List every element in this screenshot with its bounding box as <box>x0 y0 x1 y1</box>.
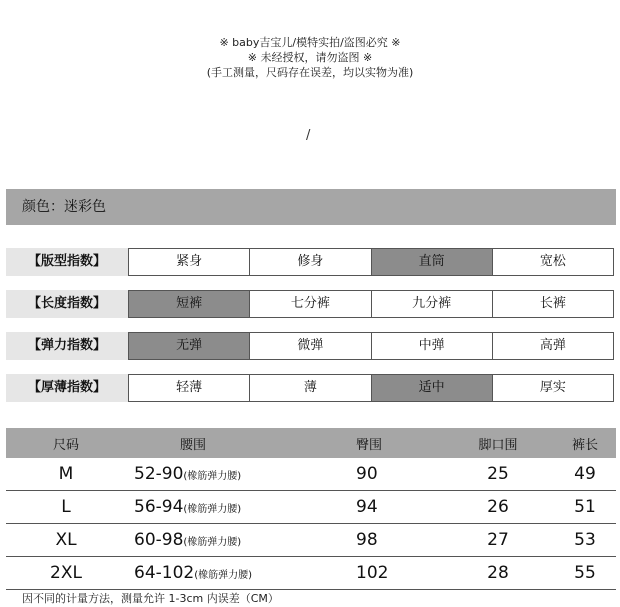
index-options <box>128 374 614 402</box>
cell-size: L <box>6 491 126 524</box>
index-option: 七分裤 <box>249 291 370 317</box>
waist-value: 64-102 <box>134 563 195 583</box>
index-option: 无弹 <box>129 333 249 359</box>
index-option: 紧身 <box>129 249 249 275</box>
index-label: 【长度指数】 <box>6 290 128 318</box>
index-label: 【版型指数】 <box>6 248 128 276</box>
index-option: 厚实 <box>492 375 613 401</box>
index-row-thickness <box>6 374 616 402</box>
table-row <box>6 524 616 557</box>
index-option: 九分裤 <box>371 291 492 317</box>
cell-length: 55 <box>554 557 616 590</box>
size-table <box>6 428 616 590</box>
index-option: 薄 <box>249 375 370 401</box>
index-option: 长裤 <box>492 291 613 317</box>
index-row-stretch <box>6 332 616 360</box>
cell-size: XL <box>6 524 126 557</box>
table-row <box>6 491 616 524</box>
cell-size: 2XL <box>6 557 126 590</box>
index-option: 轻薄 <box>129 375 249 401</box>
index-row-fit <box>6 248 616 276</box>
cell-hip: 102 <box>356 557 442 590</box>
index-option: 宽松 <box>492 249 613 275</box>
header-size: 尺码 <box>6 428 126 458</box>
index-option: 短裤 <box>129 291 249 317</box>
size-table-header <box>6 428 616 458</box>
header-waist: 腰围 <box>126 428 356 458</box>
waist-value: 52-90 <box>134 464 184 484</box>
index-label: 【弹力指数】 <box>6 332 128 360</box>
cell-length: 49 <box>554 458 616 491</box>
index-option: 中弹 <box>371 333 492 359</box>
cell-leg-opening: 27 <box>442 524 554 557</box>
index-options <box>128 332 614 360</box>
index-options <box>128 248 614 276</box>
cell-length: 53 <box>554 524 616 557</box>
index-option: 高弹 <box>492 333 613 359</box>
notice-line-2: ※ 未经授权，请勿盗图 ※ <box>247 51 373 64</box>
cell-size: M <box>6 458 126 491</box>
header-length: 裤长 <box>554 428 616 458</box>
waist-note: (橡筋弹力腰) <box>183 471 242 482</box>
cell-waist <box>126 524 356 557</box>
waist-value: 60-98 <box>134 530 184 550</box>
index-options <box>128 290 614 318</box>
waist-note: (橡筋弹力腰) <box>194 570 253 581</box>
cell-hip: 94 <box>356 491 442 524</box>
measurement-footnote: 因不同的计量方法，测量允许 1-3cm 内误差（CM） <box>22 592 279 605</box>
cell-leg-opening: 25 <box>442 458 554 491</box>
cell-hip: 90 <box>356 458 442 491</box>
index-option: 适中 <box>371 375 492 401</box>
waist-note: (橡筋弹力腰) <box>183 537 242 548</box>
notice-line-1: ※ baby吉宝儿/模特实拍/盗图必究 ※ <box>219 36 401 49</box>
header-leg-opening: 脚口围 <box>442 428 554 458</box>
cell-waist <box>126 491 356 524</box>
cell-hip: 98 <box>356 524 442 557</box>
index-option: 直筒 <box>371 249 492 275</box>
cell-length: 51 <box>554 491 616 524</box>
separator-slash: / <box>306 128 311 143</box>
index-option: 微弹 <box>249 333 370 359</box>
waist-note: (橡筋弹力腰) <box>183 504 242 515</box>
cell-leg-opening: 26 <box>442 491 554 524</box>
cell-waist <box>126 458 356 491</box>
table-row <box>6 557 616 590</box>
table-row <box>6 458 616 491</box>
color-bar: 颜色：迷彩色 <box>6 189 616 225</box>
cell-leg-opening: 28 <box>442 557 554 590</box>
header-hip: 臀围 <box>356 428 442 458</box>
cell-waist <box>126 557 356 590</box>
index-option: 修身 <box>249 249 370 275</box>
index-row-length <box>6 290 616 318</box>
index-label: 【厚薄指数】 <box>6 374 128 402</box>
notice-line-3: (手工测量，尺码存在误差，均以实物为准) <box>206 66 414 79</box>
waist-value: 56-94 <box>134 497 184 517</box>
